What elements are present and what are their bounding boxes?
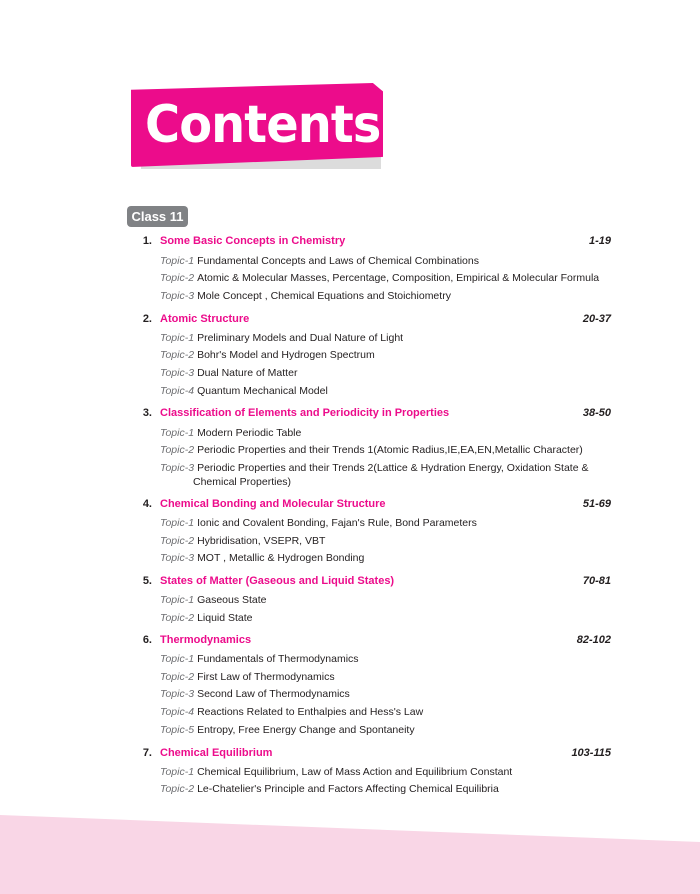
topic-label: Topic-2	[160, 272, 195, 284]
topic-text: Entropy, Free Energy Change and Spontaneity	[197, 724, 415, 736]
topic-item	[160, 443, 600, 457]
topic-label: Topic-2	[160, 783, 195, 795]
topic-label: Topic-1	[160, 517, 195, 529]
topic-text: Periodic Properties and their Trends 1(Atomic Radius,IE,EA,EN,Metallic Character)	[197, 444, 583, 456]
topic-item	[160, 384, 600, 398]
topic-label: Topic-4	[160, 706, 195, 718]
topic-label: Topic-3	[160, 688, 195, 700]
topic-label: Topic-1	[160, 332, 195, 344]
topic-item	[160, 534, 600, 548]
chapter-title[interactable]: States of Matter (Gaseous and Liquid States)	[160, 575, 395, 587]
topic-text: Periodic Properties and their Trends 2(Lattice & Hydration Energy, Oxidation State &	[197, 462, 589, 474]
topic-label: Topic-1	[160, 255, 195, 267]
topic-label: Topic-1	[160, 427, 195, 439]
chapter-number: 2.	[142, 313, 152, 325]
topic-text: Reactions Related to Enthalpies and Hess's Law	[197, 706, 424, 718]
topic-label: Topic-3	[160, 552, 195, 564]
topic-item	[160, 331, 600, 345]
topic-item	[160, 705, 600, 719]
topic-item	[160, 516, 600, 530]
chapter-pages: 70-81	[582, 575, 611, 587]
topic-label: Topic-3	[160, 462, 195, 474]
topic-text: Second Law of Thermodynamics	[197, 688, 350, 700]
topic-item	[160, 551, 600, 565]
topic-label: Topic-2	[160, 612, 195, 624]
chapter-pages: 103-115	[571, 747, 611, 759]
chapter-pages: 1-19	[588, 235, 611, 247]
topic-label: Topic-3	[160, 367, 195, 379]
topic-item	[160, 366, 600, 380]
chapter-title[interactable]: Some Basic Concepts in Chemistry	[160, 235, 346, 247]
topic-text: Modern Periodic Table	[197, 427, 302, 439]
topic-label: Topic-3	[160, 290, 195, 302]
chapter-entry[interactable]	[0, 498, 700, 514]
topic-text-continued: Chemical Properties)	[193, 476, 292, 488]
topic-label: Topic-2	[160, 671, 195, 683]
chapter-number: 7.	[142, 747, 152, 759]
topic-text: Fundamental Concepts and Laws of Chemical Combinations	[197, 255, 479, 267]
chapter-title[interactable]: Atomic Structure	[160, 313, 250, 325]
chapter-pages: 38-50	[582, 407, 611, 419]
topic-label: Topic-4	[160, 385, 195, 397]
topic-text: Atomic & Molecular Masses, Percentage, Composition, Empirical & Molecular Formula	[197, 272, 600, 284]
topic-item	[160, 652, 600, 666]
topic-item	[160, 670, 600, 684]
chapter-pages: 20-37	[582, 313, 611, 325]
topic-item	[160, 254, 600, 268]
chapter-title[interactable]: Chemical Bonding and Molecular Structure	[160, 498, 386, 510]
topic-item	[160, 461, 600, 475]
topic-text: Dual Nature of Matter	[197, 367, 298, 379]
topic-item	[160, 348, 600, 362]
title-banner	[131, 83, 385, 169]
topic-label: Topic-2	[160, 535, 195, 547]
chapter-entry[interactable]	[0, 313, 700, 329]
topic-text: MOT , Metallic & Hydrogen Bonding	[197, 552, 365, 564]
chapter-entry[interactable]	[0, 747, 700, 763]
topic-label: Topic-1	[160, 653, 195, 665]
topic-text: Liquid State	[197, 612, 253, 624]
page-title: Contents	[145, 95, 381, 155]
topic-text: Gaseous State	[197, 594, 267, 606]
topic-text: Quantum Mechanical Model	[197, 385, 328, 397]
topic-item	[160, 765, 600, 779]
class-badge: Class 11	[127, 206, 188, 227]
topic-text: Mole Concept , Chemical Equations and Stoichiometry	[197, 290, 451, 302]
topic-item	[160, 782, 600, 796]
topic-label: Topic-1	[160, 766, 195, 778]
topic-item	[160, 723, 600, 737]
chapter-pages: 51-69	[582, 498, 611, 510]
topic-item	[160, 687, 600, 701]
chapter-pages: 82-102	[576, 634, 611, 646]
chapter-number: 6.	[142, 634, 152, 646]
topic-text: Bohr's Model and Hydrogen Spectrum	[197, 349, 375, 361]
chapter-entry[interactable]	[0, 407, 700, 423]
chapter-entry[interactable]	[0, 575, 700, 591]
topic-item	[160, 271, 600, 285]
topic-item	[160, 611, 600, 625]
topic-item	[160, 426, 600, 440]
chapter-title[interactable]: Thermodynamics	[160, 634, 252, 646]
chapter-title[interactable]: Classification of Elements and Periodicity in Properties	[160, 407, 450, 419]
topic-text: Fundamentals of Thermodynamics	[197, 653, 359, 665]
topic-text: Hybridisation, VSEPR, VBT	[197, 535, 326, 547]
topic-text: Ionic and Covalent Bonding, Fajan's Rule, Bond Parameters	[197, 517, 477, 529]
topic-item	[160, 593, 600, 607]
chapter-entry[interactable]	[0, 235, 700, 251]
chapter-number: 5.	[142, 575, 152, 587]
topic-text: Le-Chatelier's Principle and Factors Affecting Chemical Equilibria	[197, 783, 499, 795]
topic-text: Preliminary Models and Dual Nature of Light	[197, 332, 404, 344]
chapter-entry[interactable]	[0, 634, 700, 650]
topic-label: Topic-5	[160, 724, 195, 736]
topic-text: First Law of Thermodynamics	[197, 671, 335, 683]
topic-label: Topic-2	[160, 349, 195, 361]
topic-label: Topic-2	[160, 444, 195, 456]
chapter-number: 1.	[142, 235, 152, 247]
chapter-number: 3.	[142, 407, 152, 419]
topic-text: Chemical Equilibrium, Law of Mass Action and Equilibrium Constant	[197, 766, 513, 778]
topic-label: Topic-1	[160, 594, 195, 606]
chapter-number: 4.	[142, 498, 152, 510]
chapter-title[interactable]: Chemical Equilibrium	[160, 747, 273, 759]
topic-item	[160, 289, 600, 303]
